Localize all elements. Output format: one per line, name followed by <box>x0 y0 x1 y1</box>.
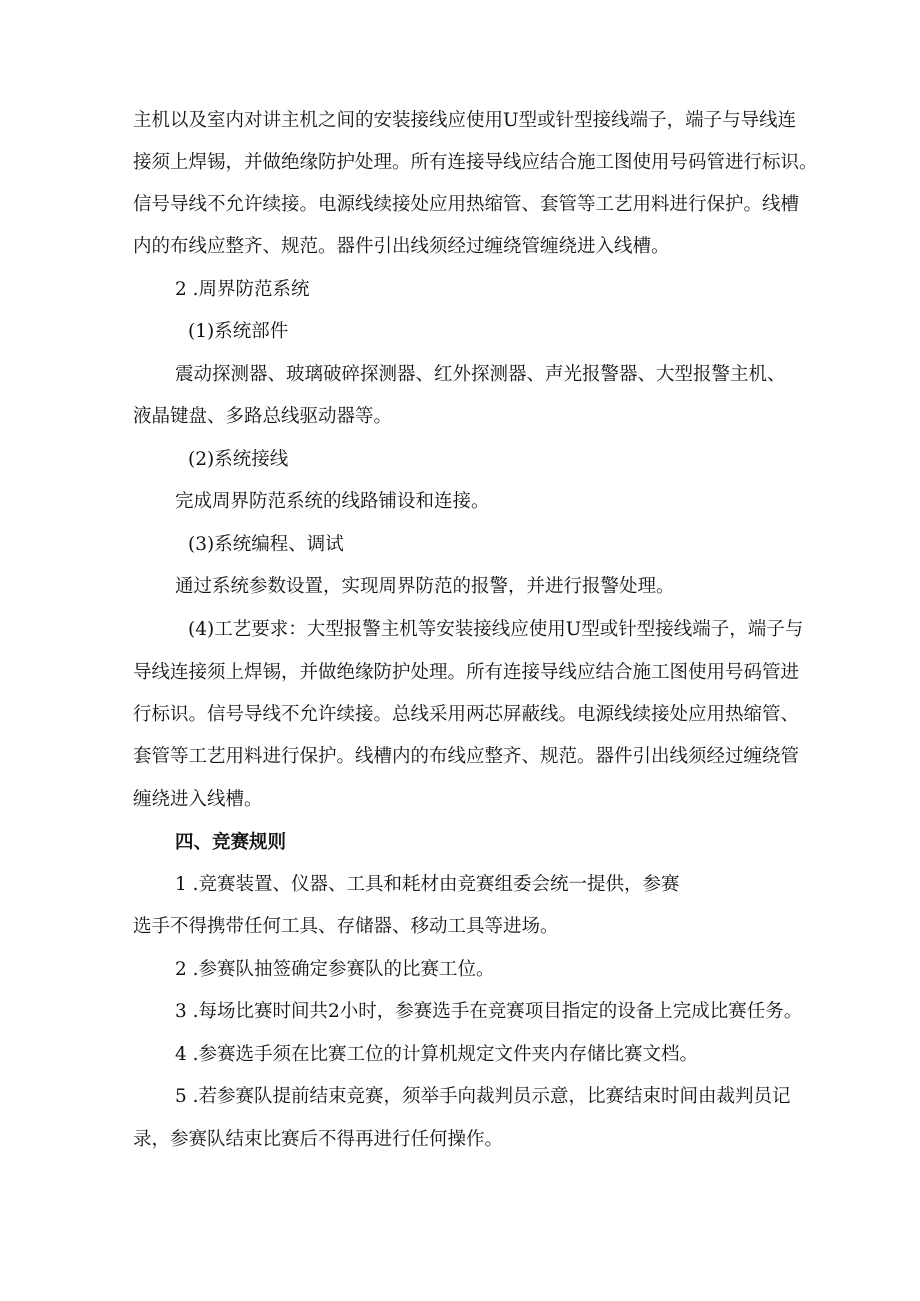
sub-2-text: 完成周界防范系统的线路铺设和连接。 <box>175 491 490 512</box>
sub-4-line-3: 行标识。信号导线不允许续接。总线采用两芯屏蔽线。电源线续接处应用热缩管、 <box>133 704 800 725</box>
rule-5-line-2: 录，参赛队结束比赛后不得再进行任何操作。 <box>133 1129 504 1150</box>
sub-1-heading: (1)系统部件 <box>188 321 289 342</box>
sub-4-line-4: 套管等工艺用料进行保护。线槽内的布线应整齐、规范。器件引出线须经过缠绕管 <box>133 746 800 767</box>
intro-line-4: 内的布线应整齐、规范。器件引出线须经过缠绕管缠绕进入线槽。 <box>133 236 670 257</box>
sub-4-line-1: (4)工艺要求：大型报警主机等安装接线应使用U型或针型接线端子，端子与 <box>188 619 804 640</box>
rule-5-line-1: 5 .若参赛队提前结束竞赛，须举手向裁判员示意，比赛结束时间由裁判员记 <box>175 1086 791 1107</box>
intro-line-3: 信号导线不允许续接。电源线续接处应用热缩管、套管等工艺用料进行保护。线槽 <box>133 194 800 215</box>
sub-3-text: 通过系统参数设置，实现周界防范的报警，并进行报警处理。 <box>175 576 675 597</box>
rule-1-line-2: 选手不得携带任何工具、存储器、移动工具等进场。 <box>133 916 559 937</box>
sub-1-line-1: 震动探测器、玻璃破碎探测器、红外探测器、声光报警器、大型报警主机、 <box>175 364 786 385</box>
rule-1-line-1: 1 .竞赛装置、仪器、工具和耗材由竞赛组委会统一提供，参赛 <box>175 874 680 895</box>
sub-2-heading: (2)系统接线 <box>188 449 289 470</box>
rule-3: 3 .每场比赛时间共2小时，参赛选手在竞赛项目指定的设备上完成比赛任务。 <box>175 1001 803 1022</box>
intro-line-2: 接须上焊锡，并做绝缘防护处理。所有连接导线应结合施工图使用号码管进行标识。 <box>133 152 818 173</box>
sub-4-line-5: 缠绕进入线槽。 <box>133 789 263 810</box>
rule-2: 2 .参赛队抽签确定参赛队的比赛工位。 <box>175 959 495 980</box>
intro-line-1: 主机以及室内对讲主机之间的安装接线应使用U型或针型接线端子，端子与导线连 <box>133 110 797 131</box>
sub-4-line-2: 导线连接须上焊锡，并做绝缘防护处理。所有连接导线应结合施工图使用号码管进 <box>133 662 800 683</box>
sub-1-line-2: 液晶键盘、多路总线驱动器等。 <box>133 406 393 427</box>
sub-3-heading: (3)系统编程、调试 <box>188 534 344 555</box>
section-2-heading: 2 .周界防范系统 <box>175 279 310 300</box>
chapter-4-heading: 四、竞赛规则 <box>175 832 287 853</box>
rule-4: 4 .参赛选手须在比赛工位的计算机规定文件夹内存储比赛文档。 <box>175 1044 699 1065</box>
